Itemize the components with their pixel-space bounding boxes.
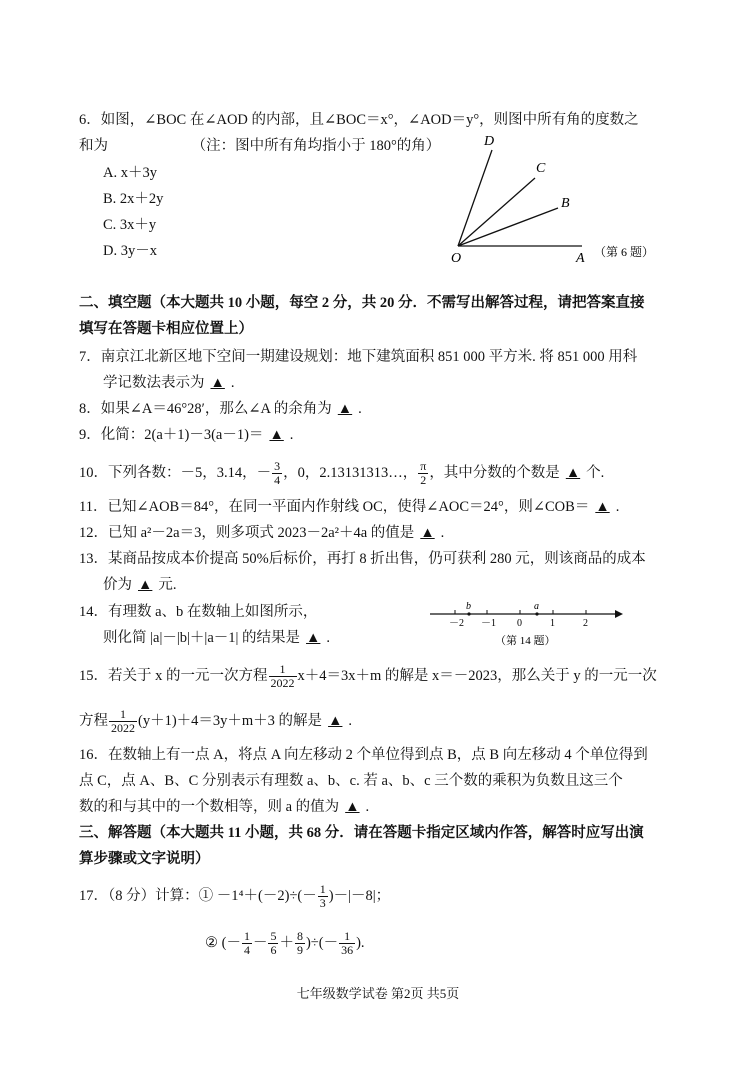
section3-heading-line1: 三、解答题（本大题共 11 小题，共 68 分．请在答题卡指定区域内作答，解答时应写出演 bbox=[79, 825, 644, 841]
q17-text4: )÷(－ bbox=[305, 934, 339, 951]
q10-end: 个. bbox=[586, 464, 605, 481]
denominator: 2022 bbox=[270, 676, 295, 690]
q14-number-line bbox=[425, 598, 625, 650]
label-b: B bbox=[561, 196, 570, 211]
q6-option-b: B. 2x＋2y bbox=[103, 191, 164, 207]
q10-question: ，其中分数的个数是 bbox=[429, 464, 560, 481]
denominator: 2022 bbox=[111, 721, 135, 735]
q16-text: 数的和与其中的一个数相等，则 a 的值为 bbox=[79, 799, 340, 815]
q10-mid: ，0，2.13131313…， bbox=[283, 464, 418, 481]
q6-line2 bbox=[79, 136, 440, 156]
page-footer: 七年级数学试卷 第2页 共5页 bbox=[296, 986, 460, 1001]
operator: ＋ bbox=[279, 934, 294, 951]
point-a bbox=[535, 612, 538, 615]
q6-note: （注：图中所有角均指小于 180°的角） bbox=[191, 138, 441, 154]
answer-blank: ▲ bbox=[138, 577, 153, 593]
numerator: 5 bbox=[270, 929, 277, 943]
q6-caption: （第 6 题） bbox=[594, 245, 655, 259]
q12-end: . bbox=[440, 525, 445, 541]
numerator: 3 bbox=[274, 459, 281, 473]
q14-line1: 14．有理数 a、b 在数轴上如图所示， bbox=[79, 604, 318, 620]
q14-caption: （第 14 题） bbox=[495, 635, 556, 647]
fraction bbox=[418, 460, 428, 487]
section2-heading-line1: 二、填空题（本大题共 10 小题，每空 2 分，共 20 分．不需写出解答过程，请把答案直接 bbox=[79, 295, 645, 311]
q16-line1: 16．在数轴上有一点 A，将点 A 向左移动 2 个单位得到点 B，点 B 向左移动 4 个单位得到 bbox=[79, 747, 648, 763]
q6-line2-text: 和为 bbox=[79, 138, 108, 154]
denominator: 3 bbox=[319, 896, 326, 910]
tick-label: －2 bbox=[449, 618, 464, 629]
section2-heading-line2: 填写在答题卡相应位置上） bbox=[79, 321, 253, 337]
numerator: π bbox=[420, 459, 427, 473]
point-b bbox=[467, 612, 470, 615]
q7-line2 bbox=[103, 373, 234, 393]
denominator: 2 bbox=[420, 473, 427, 487]
answer-blank: ▲ bbox=[595, 499, 610, 515]
q13-text: 价为 bbox=[103, 577, 132, 593]
q15-end: . bbox=[348, 712, 353, 729]
denominator: 4 bbox=[243, 943, 250, 957]
fraction bbox=[268, 930, 278, 957]
axis-arrow-icon bbox=[615, 610, 623, 618]
numerator: 8 bbox=[296, 929, 303, 943]
label-b: b bbox=[466, 601, 471, 612]
q9-end: . bbox=[289, 427, 294, 443]
q7-end: . bbox=[230, 375, 235, 391]
q10 bbox=[79, 460, 604, 487]
q13-line2 bbox=[103, 575, 176, 595]
denominator: 4 bbox=[274, 473, 281, 487]
tick-label: 0 bbox=[517, 618, 522, 629]
label-c: C bbox=[536, 161, 546, 176]
answer-blank: ▲ bbox=[345, 799, 360, 815]
fraction bbox=[272, 460, 282, 487]
q15-line2 bbox=[79, 708, 352, 735]
fraction bbox=[318, 883, 328, 910]
fraction bbox=[339, 930, 355, 957]
label-o: O bbox=[451, 251, 462, 266]
q17-text3: ② (－ bbox=[205, 934, 241, 951]
q16-line3 bbox=[79, 797, 369, 817]
numerator: 1 bbox=[269, 663, 297, 677]
fraction bbox=[269, 663, 297, 690]
q15-line1 bbox=[79, 663, 657, 690]
q9 bbox=[79, 425, 293, 445]
fraction bbox=[109, 708, 137, 735]
q11-text: 11．已知∠AOB＝84°，在同一平面内作射线 OC，使得∠AOC＝24°，则∠COB＝ bbox=[79, 499, 590, 515]
q17-text2: )－|－8|； bbox=[328, 887, 391, 904]
tick-label: 2 bbox=[583, 618, 588, 629]
q6-option-c: C. 3x＋y bbox=[103, 217, 157, 233]
q15-text1: 15．若关于 x 的一元一次方程 bbox=[79, 667, 268, 684]
q17-end: ). bbox=[356, 934, 365, 951]
label-a: a bbox=[534, 601, 539, 612]
operator: － bbox=[252, 934, 268, 951]
answer-blank: ▲ bbox=[565, 464, 581, 481]
q11-end: . bbox=[615, 499, 620, 515]
q15-text2: x＋4＝3x＋m 的解是 x＝－2023，那么关于 y 的一元一次 bbox=[297, 667, 657, 684]
ray-ob bbox=[458, 208, 558, 246]
q13-end: 元. bbox=[158, 577, 177, 593]
denominator: 36 bbox=[341, 943, 354, 957]
answer-blank: ▲ bbox=[328, 712, 343, 729]
numerator: 1 bbox=[319, 882, 326, 896]
q11 bbox=[79, 497, 619, 517]
numerator: 1 bbox=[339, 930, 355, 944]
q14-text: 则化简 |a|－|b|＋|a－1| 的结果是 bbox=[103, 630, 301, 646]
answer-blank: ▲ bbox=[306, 630, 321, 646]
q15-text4: (y＋1)＋4＝3y＋m＋3 的解是 bbox=[138, 712, 323, 729]
numerator: 1 bbox=[243, 929, 250, 943]
denominator: 9 bbox=[296, 943, 303, 957]
q17-text1: 17．（8 分）计算：① －1⁴＋(－2)÷(－ bbox=[79, 887, 317, 904]
answer-blank: ▲ bbox=[420, 525, 435, 541]
tick-label: －1 bbox=[481, 618, 496, 629]
label-a: A bbox=[576, 251, 585, 266]
q13-line1: 13．某商品按成本价提高 50%后标价，再打 8 折出售，仍可获利 280 元，则该商品的成本 bbox=[79, 551, 646, 567]
q8-end: . bbox=[358, 401, 362, 417]
q6-line1: 6．如图，∠BOC 在∠AOD 的内部，且∠BOC＝x°，∠AOD＝y°，则图中所有角的度数之 bbox=[79, 112, 639, 128]
fraction bbox=[295, 930, 305, 957]
q7-text: 学记数法表示为 bbox=[103, 375, 205, 391]
q17-line1 bbox=[79, 883, 390, 910]
answer-blank: ▲ bbox=[337, 401, 353, 417]
q12-text: 12．已知 a²－2a＝3，则多项式 2023－2a²＋4a 的值是 bbox=[79, 525, 415, 541]
q12 bbox=[79, 523, 444, 543]
q17-line2 bbox=[205, 930, 365, 957]
q14-line2 bbox=[103, 628, 330, 648]
answer-blank: ▲ bbox=[210, 375, 225, 391]
tick-label: 1 bbox=[550, 618, 555, 629]
q8 bbox=[79, 399, 362, 419]
q10-text: 10．下列各数：－5，3.14，－ bbox=[79, 464, 272, 481]
numerator: 1 bbox=[109, 708, 137, 722]
q14-end: . bbox=[326, 630, 331, 646]
q8-text: 8．如果∠A＝46°28′，那么∠A 的余角为 bbox=[79, 401, 332, 417]
q6-option-a: A. x＋3y bbox=[103, 165, 157, 181]
q16-end: . bbox=[365, 799, 370, 815]
denominator: 6 bbox=[270, 943, 277, 957]
q15-text3: 方程 bbox=[79, 712, 108, 729]
q9-text: 9．化简：2(a＋1)－3(a－1)＝ bbox=[79, 427, 264, 443]
section3-heading-line2: 算步骤或文字说明） bbox=[79, 851, 210, 867]
answer-blank: ▲ bbox=[269, 427, 284, 443]
fraction bbox=[242, 930, 252, 957]
q6-angle-figure bbox=[440, 128, 680, 268]
q7-line1: 7．南京江北新区地下空间一期建设规划：地下建筑面积 851 000 平方米. 将 851 000 用科 bbox=[79, 349, 638, 365]
label-d: D bbox=[484, 134, 495, 149]
q6-option-d: D. 3y－x bbox=[103, 243, 157, 259]
q16-line2: 点 C，点 A、B、C 分别表示有理数 a、b、c. 若 a、b、c 三个数的乘积为负数且这三个 bbox=[79, 773, 623, 789]
